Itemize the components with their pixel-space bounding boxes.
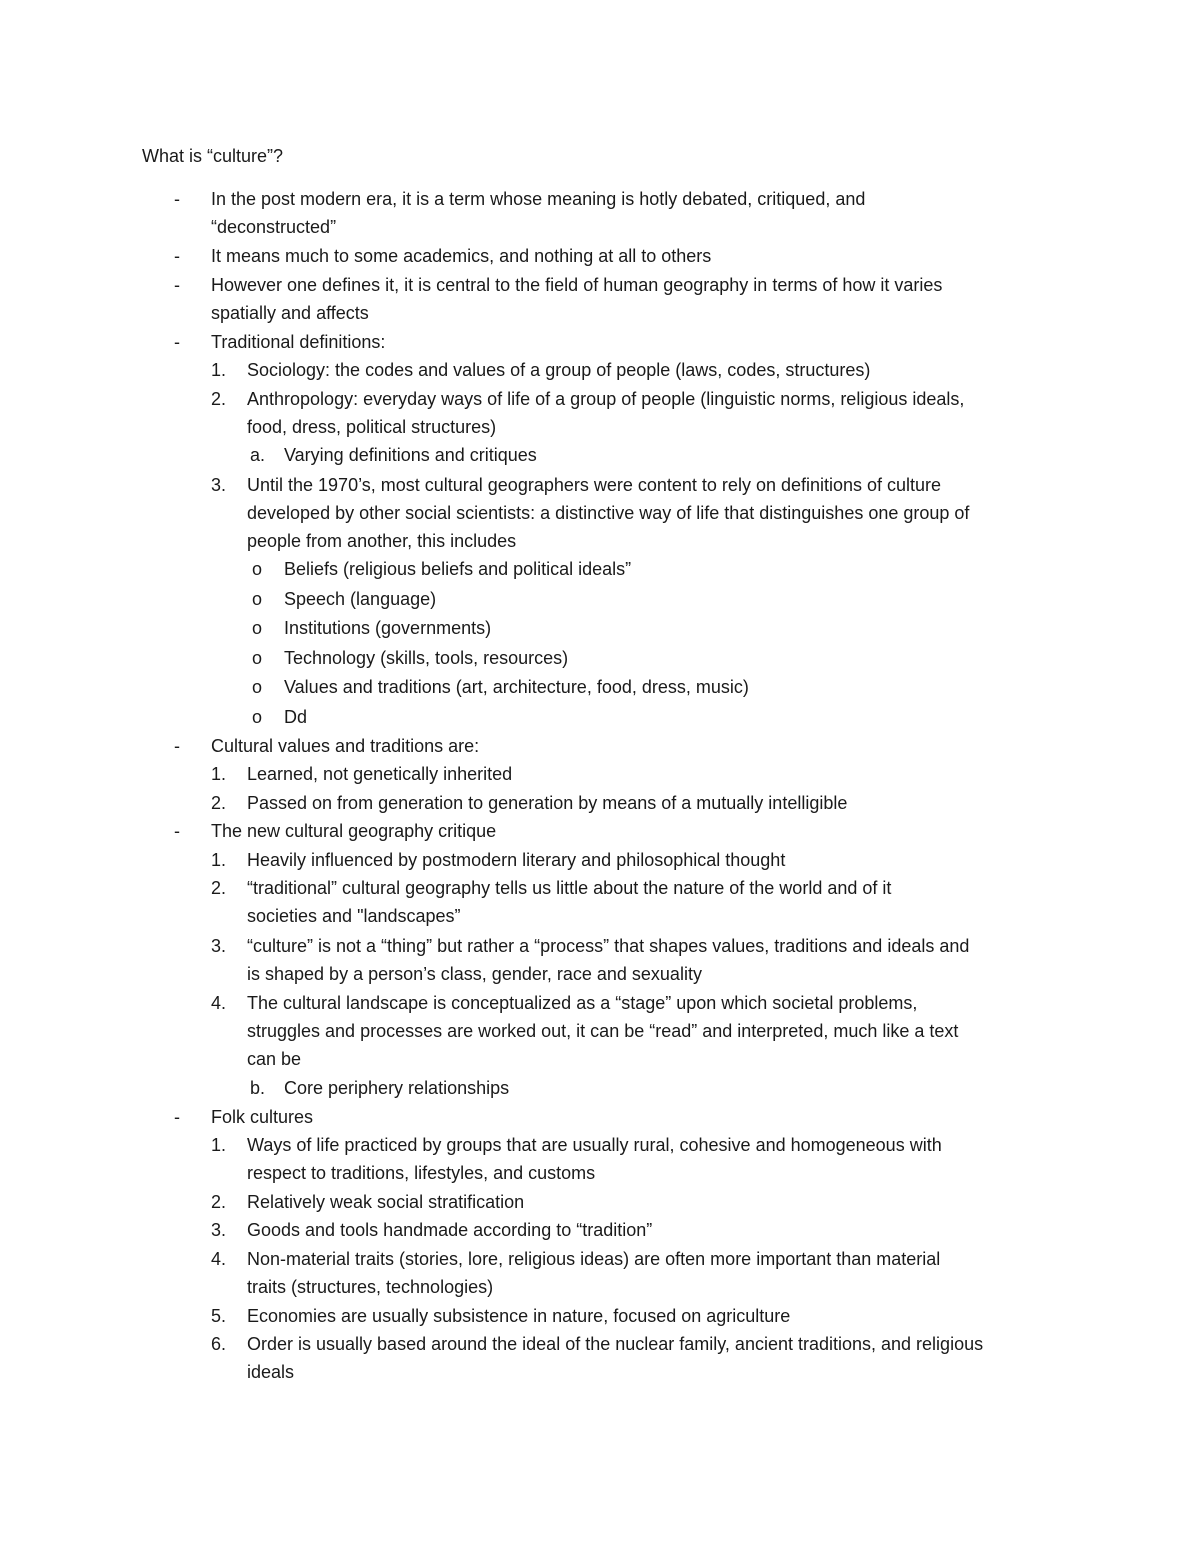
list-number: 3. — [211, 475, 227, 495]
list-item-text: struggles and processes are worked out, it can be “read” and interpreted, much like a text — [247, 1021, 959, 1041]
list-item-text: traits (structures, technologies) — [247, 1277, 494, 1297]
list-item-text: Varying definitions and critiques — [284, 445, 537, 465]
list-item-text: spatially and affects — [211, 303, 369, 323]
list-item-text: The cultural landscape is conceptualized as a “stage” upon which societal problems, — [247, 993, 918, 1013]
list-item-text: Economies are usually subsistence in nature, focused on agriculture — [247, 1306, 791, 1326]
list-number: 2. — [211, 1192, 227, 1212]
list-item-text: Folk cultures — [211, 1107, 314, 1127]
list-number: b. — [250, 1078, 266, 1098]
dash-bullet: - — [174, 821, 180, 841]
list-item-text: developed by other social scientists: a distinctive way of life that distinguishes one group of — [247, 503, 970, 523]
circle-bullet: o — [252, 648, 263, 668]
dash-bullet: - — [174, 189, 180, 209]
list-item-text: societies and "landscapes” — [247, 906, 461, 926]
circle-bullet: o — [252, 677, 263, 697]
list-number: 6. — [211, 1334, 227, 1354]
list-number: 1. — [211, 764, 227, 784]
circle-bullet: o — [252, 707, 263, 727]
list-item-text: Cultural values and traditions are: — [211, 736, 480, 756]
list-item-text: Sociology: the codes and values of a group of people (laws, codes, structures) — [247, 360, 871, 380]
circle-bullet: o — [252, 589, 263, 609]
list-item-text: ideals — [247, 1362, 295, 1382]
list-number: 2. — [211, 793, 227, 813]
list-number: a. — [250, 445, 266, 465]
list-item-text: Goods and tools handmade according to “tradition” — [247, 1220, 653, 1240]
list-item-text: Technology (skills, tools, resources) — [284, 648, 569, 668]
list-number: 2. — [211, 878, 227, 898]
list-number: 2. — [211, 389, 227, 409]
list-item-text: Core periphery relationships — [284, 1078, 510, 1098]
dash-bullet: - — [174, 332, 180, 352]
list-item-text: It means much to some academics, and nothing at all to others — [211, 246, 712, 266]
list-item-text: “traditional” cultural geography tells us little about the nature of the world and of it — [247, 878, 892, 898]
list-item-text: Values and traditions (art, architecture, food, dress, music) — [284, 677, 749, 697]
dash-bullet: - — [174, 275, 180, 295]
list-item-text: “deconstructed” — [211, 217, 337, 237]
list-item-text: Passed on from generation to generation by means of a mutually intelligible — [247, 793, 848, 813]
dash-bullet: - — [174, 246, 180, 266]
list-item-text: Learned, not genetically inherited — [247, 764, 513, 784]
list-item-text: Ways of life practiced by groups that are usually rural, cohesive and homogeneous with — [247, 1135, 942, 1155]
list-item-text: people from another, this includes — [247, 531, 517, 551]
list-number: 4. — [211, 1249, 227, 1269]
list-item-text: Institutions (governments) — [284, 618, 492, 638]
list-item-text: Until the 1970’s, most cultural geographers were content to rely on definitions of culture — [247, 475, 942, 495]
list-number: 3. — [211, 936, 227, 956]
list-number: 3. — [211, 1220, 227, 1240]
circle-bullet: o — [252, 559, 263, 579]
list-number: 5. — [211, 1306, 227, 1326]
list-number: 1. — [211, 850, 227, 870]
list-item-text: Relatively weak social stratification — [247, 1192, 525, 1212]
list-item-text: Traditional definitions: — [211, 332, 386, 352]
dash-bullet: - — [174, 736, 180, 756]
list-item-text: Beliefs (religious beliefs and political ideals” — [284, 559, 632, 579]
list-item-text: food, dress, political structures) — [247, 417, 497, 437]
list-item-text: “culture” is not a “thing” but rather a “process” that shapes values, traditions and ideals and — [247, 936, 970, 956]
list-item-text: Non-material traits (stories, lore, religious ideas) are often more important than material — [247, 1249, 941, 1269]
list-item-text: In the post modern era, it is a term whose meaning is hotly debated, critiqued, and — [211, 189, 866, 209]
list-item-text: can be — [247, 1049, 302, 1069]
list-item-text: However one defines it, it is central to the field of human geography in terms of how it varies — [211, 275, 943, 295]
list-item-text: is shaped by a person’s class, gender, race and sexuality — [247, 964, 702, 984]
list-item-text: The new cultural geography critique — [211, 821, 497, 841]
dash-bullet: - — [174, 1107, 180, 1127]
list-item-text: Anthropology: everyday ways of life of a group of people (linguistic norms, religious ideals, — [247, 389, 965, 409]
list-item-text: Heavily influenced by postmodern literary and philosophical thought — [247, 850, 786, 870]
list-item-text: Dd — [284, 707, 308, 727]
document-title: What is “culture”? — [142, 146, 284, 166]
list-item-text: Speech (language) — [284, 589, 437, 609]
circle-bullet: o — [252, 618, 263, 638]
list-number: 1. — [211, 1135, 227, 1155]
list-item-text: Order is usually based around the ideal of the nuclear family, ancient traditions, and religious — [247, 1334, 984, 1354]
list-number: 4. — [211, 993, 227, 1013]
list-number: 1. — [211, 360, 227, 380]
list-item-text: respect to traditions, lifestyles, and customs — [247, 1163, 596, 1183]
